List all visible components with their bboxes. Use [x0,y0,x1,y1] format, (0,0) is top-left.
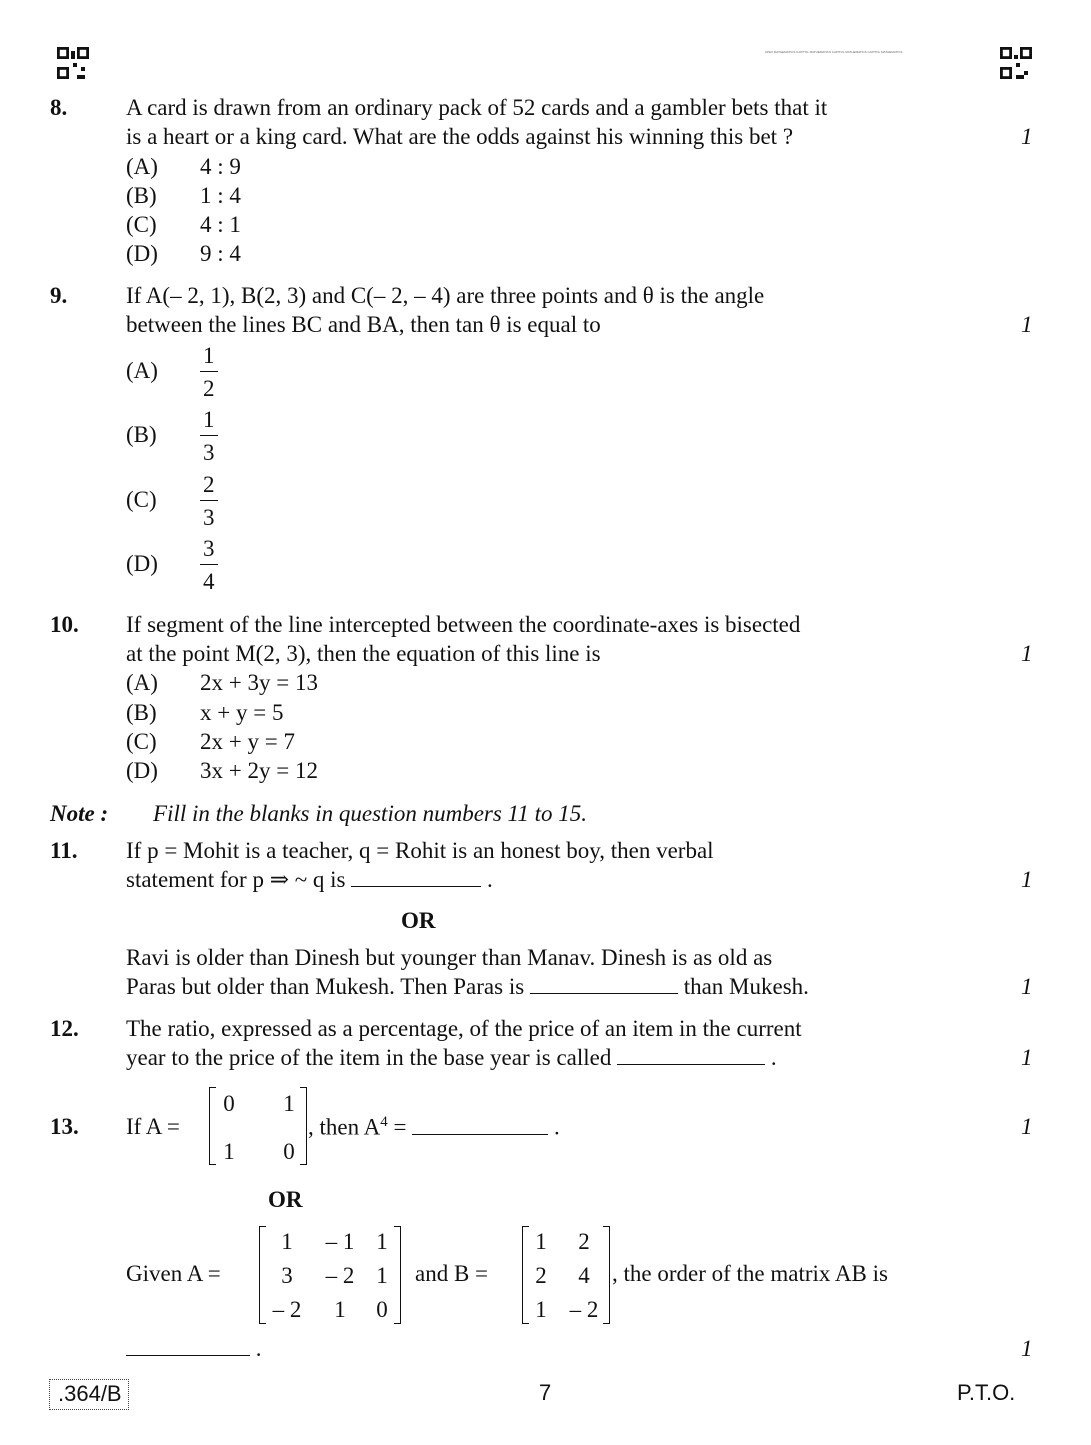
question-text: If A = [126,1114,180,1139]
option-label: (D) [126,551,158,576]
option-label: (C) [126,212,157,237]
matrix-a [209,1088,307,1164]
numerator: 1 [200,408,218,436]
matrix-b [522,1227,610,1323]
denominator: 3 [203,505,215,530]
marks: 1 [1021,1045,1033,1070]
question-number: 10. [50,612,79,637]
fraction [200,344,218,400]
matrix-cell: 1 [281,1229,293,1254]
statement-text: statement for p ⇒ ~ q is [126,867,346,892]
marks: 1 [1021,974,1033,999]
marks: 1 [1021,867,1033,892]
question-text: If A(– 2, 1), B(2, 3) and C(– 2, – 4) are three points and θ is the angle [126,283,765,308]
option-label: (C) [126,729,157,754]
marks: 1 [1021,641,1033,666]
matrix-cell: – 2 [325,1263,355,1288]
option-label: (A) [126,358,158,383]
matrix-cell: 0 [223,1091,235,1116]
note-text: Fill in the blanks in question numbers 11 to 15. [153,801,587,826]
question-text: If p = Mohit is a teacher, q = Rohit is an honest boy, then verbal [126,838,714,863]
end-period: . [255,1336,262,1361]
question-text: between the lines BC and BA, then tan θ is equal to [126,312,601,337]
question-number: 12. [50,1016,79,1041]
statement-text: Paras but older than Mukesh. Then Paras is [126,974,525,999]
matrix-cell: 1 [283,1091,295,1116]
matrix-cell: – 2 [272,1297,302,1322]
matrix-cell: – 1 [325,1229,355,1254]
paper-code: .364/B [49,1379,129,1410]
note-label: Note : [50,801,109,826]
matrix-cell: 3 [281,1263,293,1288]
question-number: 9. [50,283,68,308]
denominator: 3 [203,440,215,465]
question-text [126,1337,262,1360]
option-label: (B) [126,700,157,725]
matrix-cell: 1 [334,1297,346,1322]
fill-blank [530,993,678,994]
question-text: , the order of the matrix AB is [612,1261,888,1286]
equals-sign: = [387,1114,407,1140]
fill-blank [351,886,481,887]
question-number: 11. [50,838,78,863]
exponent: 4 [380,1114,388,1130]
fraction [200,537,218,593]
option-label: (D) [126,758,158,783]
question-text [126,1046,777,1069]
marks: 1 [1021,1114,1033,1139]
matrix-cell: 4 [578,1263,590,1288]
matrix-cell: 2 [535,1263,547,1288]
end-period: . [553,1114,560,1140]
question-text: at the point M(2, 3), then the equation of this line is [126,641,601,666]
marks: 1 [1021,312,1033,337]
question-text: is a heart or a king card. What are the odds against his winning this bet ? [126,124,794,149]
question-text: If segment of the line intercepted between the coordinate-axes is bisected [126,612,801,637]
question-text: Ravi is older than Dinesh but younger than Manav. Dinesh is as old as [126,945,773,970]
option-text: 3x + 2y = 12 [200,758,318,783]
numerator: 3 [200,537,218,565]
matrix-cell: 1 [376,1263,388,1288]
question-text [308,1115,560,1139]
fraction [200,408,218,464]
matrix-cell: 0 [283,1139,295,1164]
question-text: A card is drawn from an ordinary pack of 52 cards and a gambler bets that it [126,95,828,120]
option-text: x + y = 5 [200,700,284,725]
option-label: (D) [126,241,158,266]
pto-label: P.T.O. [957,1380,1016,1405]
denominator: 4 [203,569,215,594]
option-text: 1 : 4 [200,183,241,208]
question-text [126,868,493,891]
matrix-cell: 1 [376,1229,388,1254]
matrix-cell: 0 [376,1297,388,1322]
fraction [200,473,218,529]
question-number: 8. [50,95,68,120]
question-text: Given A = [126,1261,221,1286]
option-label: (C) [126,487,157,512]
header-tiny-code: APEX MATHEMATICS CAPITOL MATHEMATICS CAPITOL MATHEMATICS CAPITOL MATHEMATICS [765,50,903,54]
fill-blank [412,1134,548,1135]
matrix-given-a [259,1227,401,1323]
statement-text: year to the price of the item in the base year is called [126,1045,612,1070]
question-text [126,975,809,998]
question-text: The ratio, expressed as a percentage, of the price of an item in the current [126,1016,802,1041]
option-text: 9 : 4 [200,241,241,266]
marks: 1 [1021,124,1033,149]
option-text: 2x + y = 7 [200,729,295,754]
matrix-cell: 1 [535,1297,547,1322]
qr-code-icon [1000,47,1032,79]
option-text: 4 : 1 [200,212,241,237]
denominator: 2 [203,376,215,401]
option-text: 2x + 3y = 13 [200,670,318,695]
statement-text: than Mukesh. [683,974,809,999]
option-label: (A) [126,154,158,179]
numerator: 1 [200,344,218,372]
or-label: OR [401,908,436,933]
marks: 1 [1021,1336,1033,1361]
end-period: . [770,1045,777,1070]
or-label: OR [268,1187,303,1212]
matrix-cell: – 2 [569,1297,599,1322]
question-text: and B = [415,1261,489,1286]
then-text: , then A [308,1114,381,1140]
matrix-cell: 2 [578,1229,590,1254]
option-label: (B) [126,183,157,208]
fill-blank [617,1064,765,1065]
question-number: 13. [50,1114,79,1139]
matrix-cell: 1 [535,1229,547,1254]
page-number: 7 [539,1380,552,1405]
fill-blank [126,1355,250,1356]
option-text: 4 : 9 [200,154,241,179]
option-label: (A) [126,670,158,695]
matrix-cell: 1 [223,1139,235,1164]
option-label: (B) [126,422,157,447]
end-period: . [487,867,493,892]
numerator: 2 [200,473,218,501]
qr-code-icon [57,47,89,79]
